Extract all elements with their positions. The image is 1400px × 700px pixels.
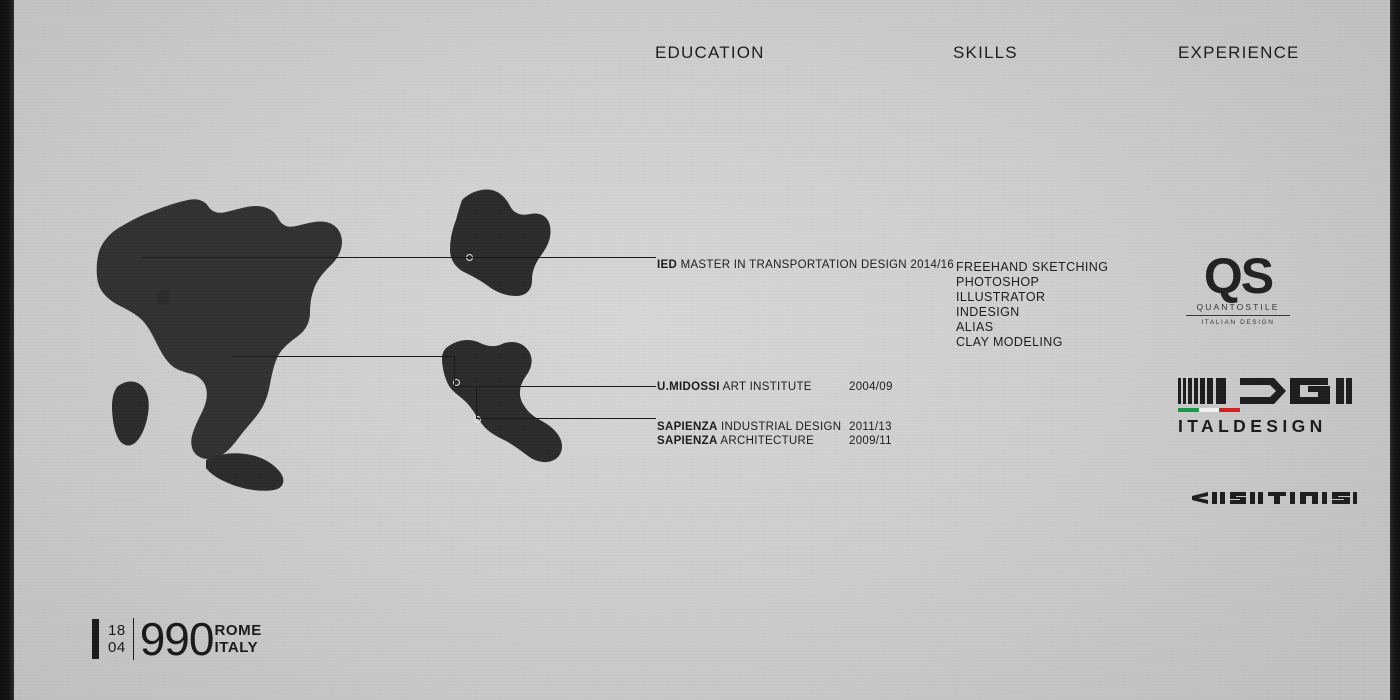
flag-white xyxy=(1199,408,1220,412)
footer-place xyxy=(214,622,261,656)
education-org-ied: IED xyxy=(657,259,678,271)
italdesign-dg-glyph xyxy=(1178,378,1354,404)
leader-line-piemonte-to-map xyxy=(142,257,468,258)
footer-country: ITALY xyxy=(214,639,259,656)
left-frame-edge xyxy=(0,0,14,700)
footer-date-block xyxy=(92,613,262,665)
skills-heading: SKILLS xyxy=(953,43,1018,62)
quantostile-logo xyxy=(1178,248,1298,326)
skill-item: FREEHAND SKETCHING xyxy=(956,260,1109,274)
piemonte-region-shape xyxy=(450,189,551,296)
education-entry-midossi xyxy=(657,381,812,393)
leader-line-midossi-vertical xyxy=(454,356,455,386)
skill-item: INDESIGN xyxy=(956,305,1020,319)
leader-line-sapienza-to-text xyxy=(476,418,656,419)
sistema-logo xyxy=(1190,486,1358,510)
footer-day-month xyxy=(108,622,126,656)
education-org-midossi: U.MIDOSSI xyxy=(657,381,720,393)
leader-line-lazio-to-map xyxy=(232,356,454,357)
education-entry-ied xyxy=(657,259,954,271)
quantostile-divider xyxy=(1186,315,1290,316)
sistema-logo-glyph xyxy=(1190,486,1358,510)
education-entry-sapienza-industrial xyxy=(657,421,841,433)
leader-line-sapienza-vertical xyxy=(476,388,477,418)
footer-year: 990 xyxy=(139,613,214,665)
italy-map-svg xyxy=(70,170,630,510)
sicily-shape xyxy=(206,453,283,491)
footer-month: 04 xyxy=(108,639,126,656)
leader-line-midossi-to-text xyxy=(454,386,656,387)
quantostile-monogram: QS xyxy=(1203,248,1273,304)
education-year-sapienza-architecture: 2009/11 xyxy=(849,435,892,447)
education-detail-ied: MASTER IN TRANSPORTATION DESIGN 2014/16 xyxy=(680,259,955,271)
education-heading: EDUCATION xyxy=(655,43,765,62)
flag-green xyxy=(1178,408,1199,412)
footer-divider xyxy=(133,618,134,660)
experience-heading: EXPERIENCE xyxy=(1178,43,1300,62)
italdesign-flag xyxy=(1178,408,1240,412)
skills-list xyxy=(956,260,1108,350)
quantostile-name: QUANTOSTILE xyxy=(1196,302,1280,312)
footer-tick-mark xyxy=(92,619,99,659)
italdesign-logo xyxy=(1178,378,1354,437)
italdesign-mark xyxy=(1178,378,1354,406)
footer-day: 18 xyxy=(108,622,126,639)
education-detail-sapienza-architecture: ARCHITECTURE xyxy=(720,435,815,447)
education-org-sapienza-industrial: SAPIENZA xyxy=(657,421,718,433)
education-entry-sapienza-architecture xyxy=(657,435,814,447)
italy-map xyxy=(70,170,630,510)
skill-item: PHOTOSHOP xyxy=(956,275,1040,289)
lazio-region-shape xyxy=(442,340,562,462)
skill-item: ALIAS xyxy=(956,320,994,334)
italdesign-wordmark: ITALDESIGN xyxy=(1178,416,1327,436)
education-year-midossi: 2004/09 xyxy=(849,381,893,393)
quantostile-tagline: ITALIAN DESIGN xyxy=(1201,319,1275,326)
education-org-sapienza-architecture: SAPIENZA xyxy=(657,435,718,447)
footer-city: ROME xyxy=(214,622,262,639)
education-detail-sapienza-industrial: INDUSTRIAL DESIGN xyxy=(721,421,842,433)
leader-line-piemonte-to-text xyxy=(468,257,656,258)
skill-item: ILLUSTRATOR xyxy=(956,290,1046,304)
sardinia-shape xyxy=(112,382,149,446)
education-year-sapienza-industrial: 2011/13 xyxy=(849,421,892,433)
right-frame-edge xyxy=(1390,0,1400,700)
skill-item: CLAY MODELING xyxy=(956,335,1063,349)
flag-red xyxy=(1219,408,1240,412)
education-detail-midossi: ART INSTITUTE xyxy=(722,381,812,393)
